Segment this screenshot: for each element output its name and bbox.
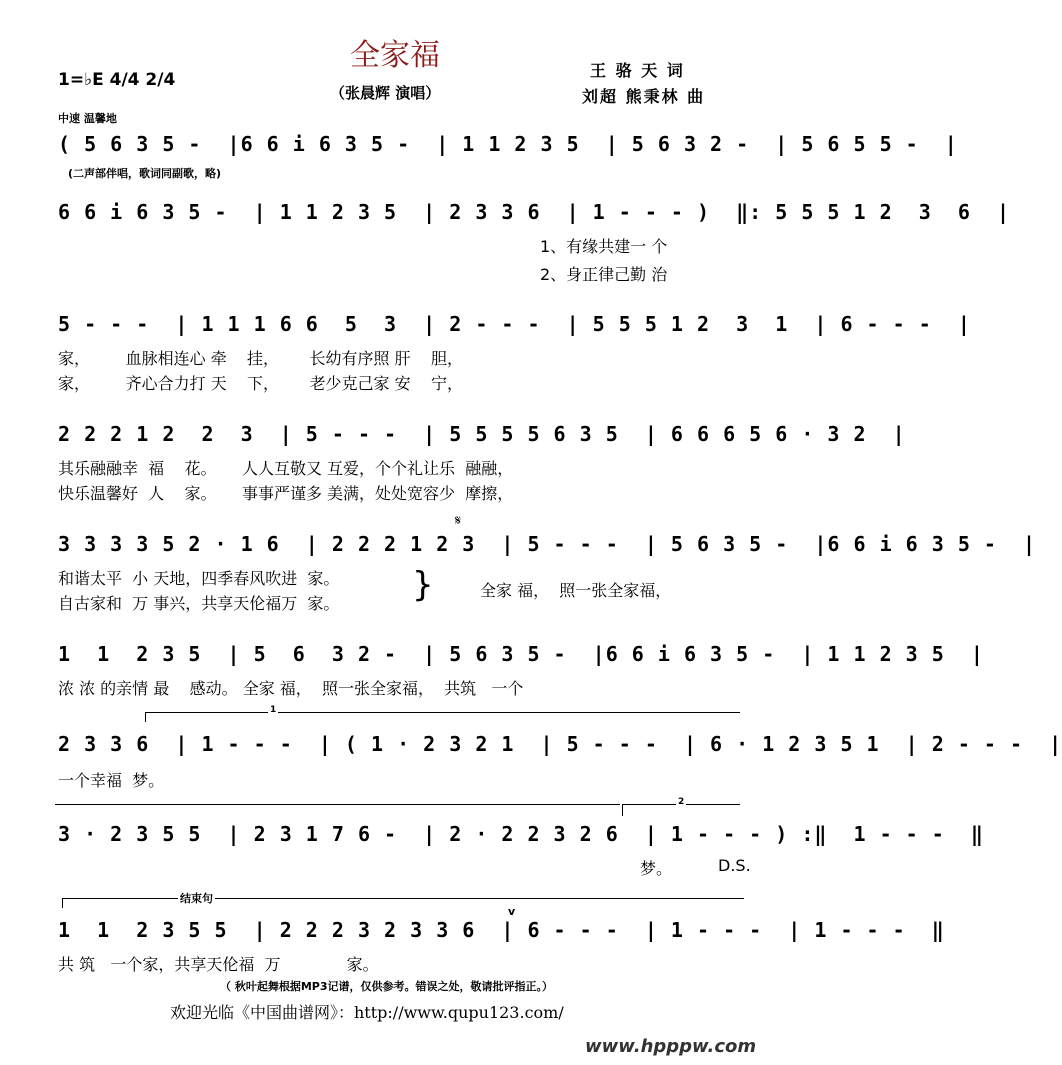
lyric-verse1: 1、有缘共建一 个 (540, 237, 668, 256)
transcriber-note: （ 秋叶起舞根据MP3记谱，仅供参考。错误之处，敬请批评指正。） (220, 980, 553, 993)
score-line-8: 3 · 2 3 5 5 | 2 3 1 7 6 - | 2 · 2 2 3 2 6 | 1 - - - ) :‖ 1 - - - ‖ (58, 822, 984, 846)
song-title: 全家福 (350, 38, 440, 73)
chorus-lyric: 全家 福， 照一张全家福， (480, 581, 672, 600)
singer-credit: （张晨辉 演唱） (330, 84, 441, 102)
volta-1-bracket (145, 712, 740, 713)
lyric-verse2: 快乐温馨好 人 家。 事事严谨多 美满，处处宽容少 摩擦， (58, 484, 514, 503)
key-signature: 1=♭E 4/4 2/4 (58, 70, 176, 90)
lyric-ending: 共 筑 一个家，共享天伦福 万 家。 (58, 955, 379, 974)
lyricist-credit: 王 骆 天 词 (590, 61, 685, 80)
verse-brace: } (412, 565, 434, 605)
score-line-7: 2 3 3 6 | 1 - - - | ( 1 · 2 3 2 1 | 5 - - - | 6 · 1 2 3 5 1 | 2 - - - | (58, 732, 1062, 756)
score-line-6: 1 1 2 3 5 | 5 6 3 2 - | 5 6 3 5 - |6 6 i 6 3 5 - | 1 1 2 3 5 | (58, 642, 984, 666)
volta-2-hook (622, 804, 623, 816)
lyric-verse2: 2、身正律己勤 治 (540, 265, 668, 284)
watermark: www.hpppw.com (585, 1036, 757, 1057)
lyric-chorus: 浓 浓 的亲情 最 感动。 全家 福， 照一张全家福， 共筑 一个 (58, 679, 524, 698)
lyric-verse1: 其乐融融幸 福 花。 人人互敬又 互爱，个个礼让乐 融融， (58, 459, 514, 478)
volta-1-label: 1 (270, 705, 277, 715)
ending-bracket (62, 898, 744, 899)
segno-sign: 𝄋 (455, 513, 462, 529)
lyric-line-7: 一个幸福 梦。 (58, 771, 165, 790)
volta-1-continuation (55, 804, 620, 805)
volta-1-hook (145, 712, 146, 722)
score-line-1: ( 5 6 3 5 - |6 6 i 6 3 5 - | 1 1 2 3 5 | 5 6 3 2 - | 5 6 5 5 - | (58, 132, 958, 156)
score-line-4: 2 2 2 1 2 2 3 | 5 - - - | 5 5 5 5 6 3 5 | 6 6 6 5 6 · 3 2 | (58, 422, 906, 446)
site-welcome-link[interactable]: 欢迎光临《中国曲谱网》：http://www.qupu123.com/ (170, 1003, 564, 1022)
score-line-9: 1 1 2 3 5 5 | 2 2 2 3 2 3 3 6 | 6 - - - | 1 - - - | 1 - - - ‖ (58, 918, 945, 942)
lyric-verse1: 和谐太平 小 天地，四季春风吹进 家。 (58, 569, 340, 588)
ending-label: 结束句 (180, 892, 213, 905)
score-line-5: 3 3 3 3 5 2 · 1 6 | 2 2 2 1 2 3 | 5 - - - | 5 6 3 5 - |6 6 i 6 3 5 - | (58, 532, 1037, 556)
volta-2-label: 2 (678, 797, 685, 807)
score-line-2: 6 6 i 6 3 5 - | 1 1 2 3 5 | 2 3 3 6 | 1 - - - ) ‖: 5 5 5 1 2 3 6 | (58, 200, 1010, 224)
score-line-3: 5 - - - | 1 1 1 6 6 5 3 | 2 - - - | 5 5 5 1 2 3 1 | 6 - - - | (58, 312, 971, 336)
lyric-verse2: 家， 齐心合力打 天 下， 老少克己家 安 宁， (58, 374, 463, 393)
dal-segno-marking: D.S. (718, 856, 751, 875)
lyric-line-8: 梦。 (640, 859, 673, 878)
lyric-verse2: 自古家和 万 事兴，共享天伦福万 家。 (58, 594, 340, 613)
accompaniment-note: (二声部伴唱，歌词同副歌，略) (68, 167, 222, 180)
lyric-verse1: 家， 血脉相连心 牵 挂， 长幼有序照 肝 胆， (58, 349, 463, 368)
ending-bracket-hook (62, 898, 63, 908)
tempo-marking: 中速 温馨地 (58, 112, 117, 125)
breath-mark: v (508, 905, 516, 918)
composer-credit: 刘超 熊秉林 曲 (582, 87, 706, 106)
